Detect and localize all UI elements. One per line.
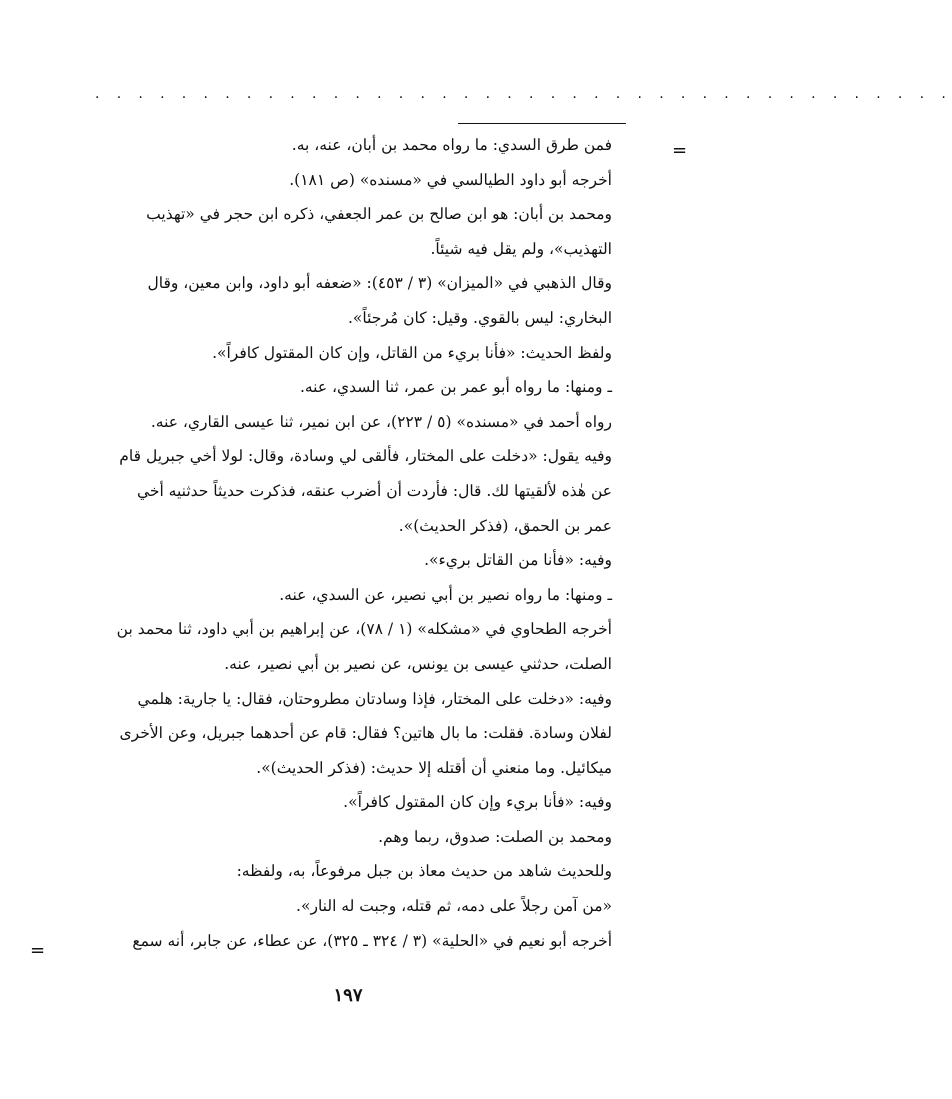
text-line: عن هٰذه لألقيتها لك. قال: فأردت أن أضرب عنقه، فذكرت حديثاً حدثنيه أخي bbox=[136, 481, 612, 500]
page-number: ١٩٧ bbox=[333, 985, 363, 1006]
text-line: ـ ومنها: ما رواه أبو عمر بن عمر، ثنا السدي، عنه. bbox=[299, 378, 612, 397]
text-line: لفلان وسادة. فقلت: ما بال هاتين؟ فقال: قام عن أحدهما جبريل، وعن الأخرى bbox=[119, 724, 612, 743]
header-dot-leader: . . . . . . . . . . . . . . . . . . . . . . . . . . . . . . . . . . . . . . . . bbox=[95, 86, 952, 102]
text-line: فمن طرق السدي: ما رواه محمد بن أبان، عنه، به. bbox=[291, 136, 612, 154]
text-line: وقال الذهبي في «الميزان» (٣ / ٤٥٣): «ضعفه أبو داود، وابن معين، وقال bbox=[147, 274, 612, 293]
text-line: وللحديث شاهد من حديث معاذ بن جبل مرفوعاً، به، ولفظه: bbox=[236, 862, 612, 881]
text-line: وفيه: «فأنا بريء وإن كان المقتول كافراً». bbox=[343, 793, 612, 812]
continuation-mark-top: = bbox=[672, 140, 688, 161]
text-line: «من آمن رجلاً على دمه، ثم قتله، وجبت له النار». bbox=[296, 897, 612, 916]
text-line: الصلت، حدثني عيسى بن يونس، عن نصير بن أبي نصير، عنه. bbox=[224, 654, 612, 673]
text-line: ولفظ الحديث: «فأنا بريء من القاتل، وإن كان المقتول كافراً». bbox=[212, 343, 612, 362]
text-line: وفيه: «دخلت على المختار، فإذا وسادتان مطروحتان، فقال: يا جارية: هلمي bbox=[137, 689, 612, 708]
continuation-mark-bottom: = bbox=[30, 940, 46, 961]
main-text bbox=[92, 128, 612, 958]
text-line: وفيه يقول: «دخلت على المختار، فألقى لي وسادة، وقال: لولا أخي جبريل قام bbox=[119, 447, 612, 466]
text-line: أخرجه الطحاوي في «مشكله» (١ / ٧٨)، عن إبراهيم بن أبي داود، ثنا محمد بن bbox=[116, 620, 612, 639]
text-line: أخرجه أبو داود الطيالسي في «مسنده» (ص ١٨١). bbox=[289, 170, 612, 189]
text-line: ـ ومنها: ما رواه نصير بن أبي نصير، عن السدي، عنه. bbox=[279, 585, 612, 604]
text-line: ميكائيل. وما منعني أن أقتله إلا حديث: (فذكر الحديث)». bbox=[256, 758, 612, 777]
header-rule bbox=[458, 123, 626, 124]
text-line: رواه أحمد في «مسنده» (٥ / ٢٢٣)، عن ابن نمير، ثنا عيسى القاري، عنه. bbox=[150, 412, 612, 431]
text-line: ومحمد بن أبان: هو ابن صالح بن عمر الجعفي، ذكره ابن حجر في «تهذيب bbox=[146, 205, 612, 224]
text-line: وفيه: «فأنا من القاتل بريء». bbox=[424, 551, 612, 570]
text-line: أخرجه أبو نعيم في «الحلية» (٣ / ٣٢٤ ـ ٣٢٥)، عن عطاء، عن جابر، أنه سمع bbox=[132, 931, 612, 950]
text-line: ومحمد بن الصلت: صدوق، ربما وهم. bbox=[378, 827, 612, 846]
text-line: التهذيب»، ولم يقل فيه شيئاً. bbox=[430, 239, 612, 258]
text-line: البخاري: ليس بالقوي. وقيل: كان مُرجئاً». bbox=[348, 308, 612, 327]
text-line: عمر بن الحمق، (فذكر الحديث)». bbox=[398, 516, 612, 535]
